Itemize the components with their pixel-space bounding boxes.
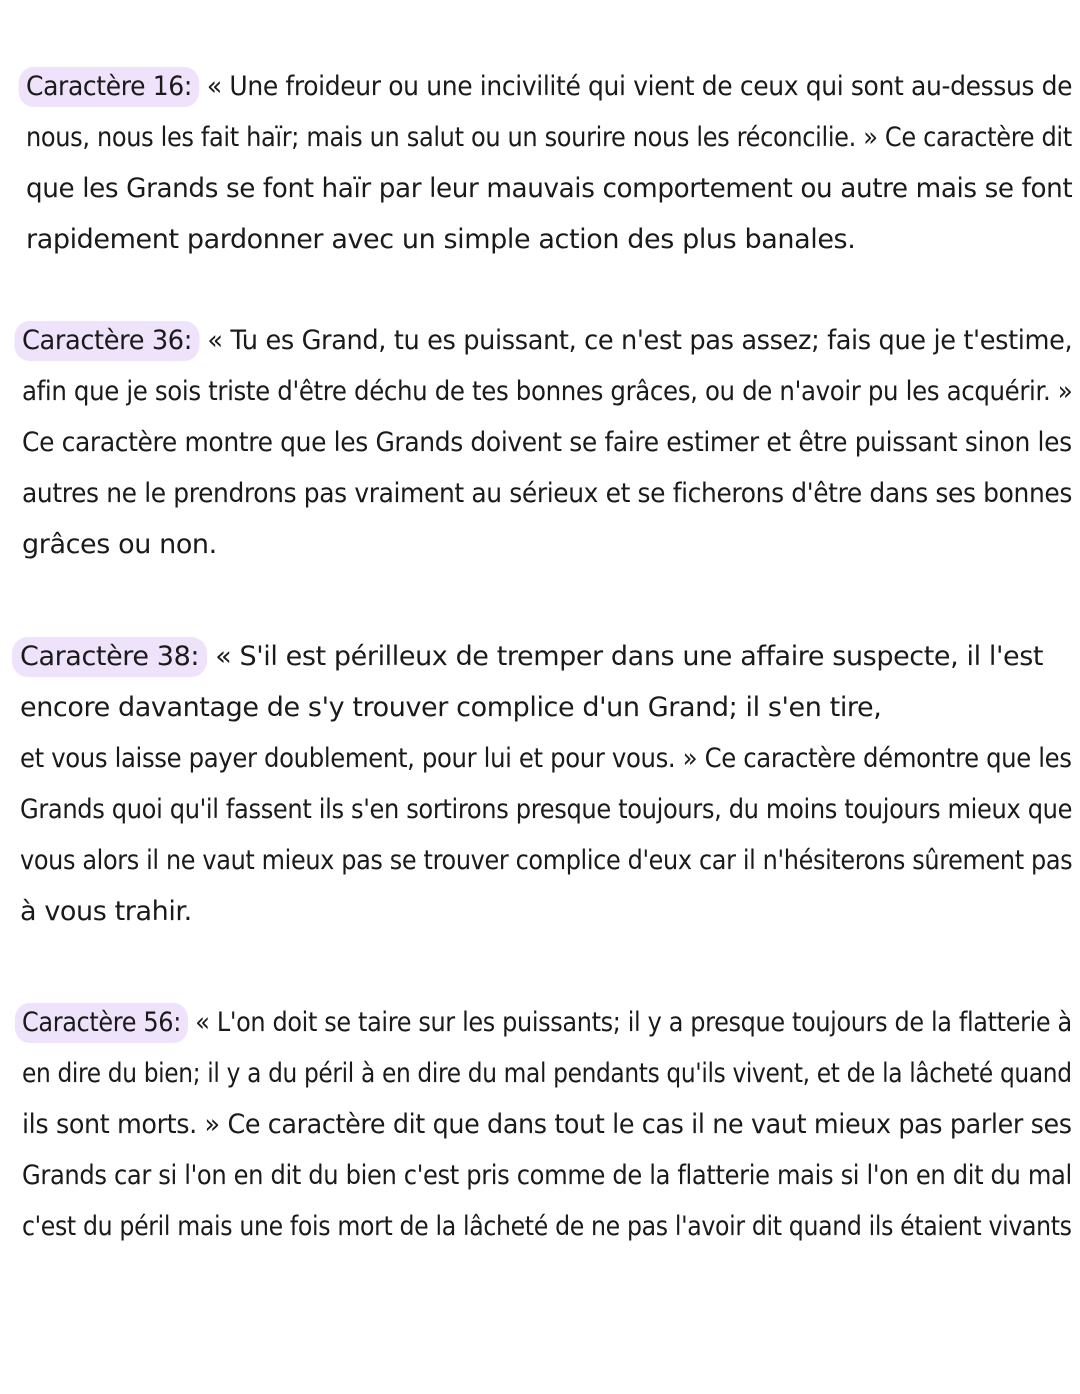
paragraph-line: Grands car si l'on en dit du bien c'est pris comme de la flatterie mais si l'on en dit du mal xyxy=(22,1160,1072,1191)
quote-text: « Tu es Grand, tu es puissant, ce n'est pas assez; fais que je t'estime, xyxy=(199,325,1073,356)
caractere-16-paragraph xyxy=(26,61,1072,265)
quote-text: « Une froideur ou une incivilité qui vient de ceux qui sont au-dessus de xyxy=(199,71,1073,102)
paragraph-line: vous alors il ne vaut mieux pas se trouver complice d'eux car il n'hésiterons sûrement pas xyxy=(20,845,1073,876)
caractere-56-paragraph xyxy=(22,997,1072,1252)
paragraph-line: afin que je sois triste d'être déchu de tes bonnes grâces, ou de n'avoir pu les acquérir. » xyxy=(22,376,1073,407)
paragraph-line: que les Grands se font haïr par leur mauvais comportement ou autre mais se font xyxy=(26,173,1073,204)
paragraph-line: nous, nous les fait haïr; mais un salut ou un sourire nous les réconcilie. » Ce caractère dit xyxy=(26,122,1072,153)
paragraph-line xyxy=(26,61,1073,112)
paragraph-line: grâces ou non. xyxy=(22,529,217,560)
paragraph-line: Ce caractère montre que les Grands doivent se faire estimer et être puissant sinon les xyxy=(22,427,1072,458)
caractere-16-heading: Caractère 16: xyxy=(19,67,200,107)
paragraph-line: ils sont morts. » Ce caractère dit que dans tout le cas il ne vaut mieux pas parler ses xyxy=(22,1109,1072,1140)
paragraph-line: en dire du bien; il y a du péril à en dire du mal pendants qu'ils vivent, et de la lâcheté quand xyxy=(22,1058,1072,1089)
paragraph-line xyxy=(22,997,1072,1048)
paragraph-line: et vous laisse payer doublement, pour lui et pour vous. » Ce caractère démontre que les xyxy=(20,743,1072,774)
quote-text: « L'on doit se taire sur les puissants; il y a presque toujours de la flatterie à xyxy=(188,1007,1072,1038)
caractere-56-heading: Caractère 56: xyxy=(15,1003,188,1043)
paragraph-line: encore davantage de s'y trouver complice d'un Grand; il s'en tire, xyxy=(20,692,882,723)
caractere-38-heading: Caractère 38: xyxy=(12,637,207,677)
paragraph-line: autres ne le prendrons pas vraiment au sérieux et se ficherons d'être dans ses bonnes xyxy=(22,478,1072,509)
caractere-38-paragraph xyxy=(20,631,1073,937)
caractere-36-heading: Caractère 36: xyxy=(14,321,199,361)
paragraph-line: Grands quoi qu'il fassent ils s'en sortirons presque toujours, du moins toujours mieux que xyxy=(20,794,1073,825)
quote-text: « S'il est périlleux de tremper dans une affaire suspecte, il l'est xyxy=(207,641,1044,672)
paragraph-line: à vous trahir. xyxy=(20,896,192,927)
paragraph-line: rapidement pardonner avec un simple action des plus banales. xyxy=(26,224,856,255)
paragraph-line xyxy=(22,315,1073,366)
caractere-36-paragraph xyxy=(22,315,1073,570)
paragraph-line: c'est du péril mais une fois mort de la lâcheté de ne pas l'avoir dit quand ils étaient vivants xyxy=(22,1211,1072,1242)
paragraph-line xyxy=(20,631,1066,682)
